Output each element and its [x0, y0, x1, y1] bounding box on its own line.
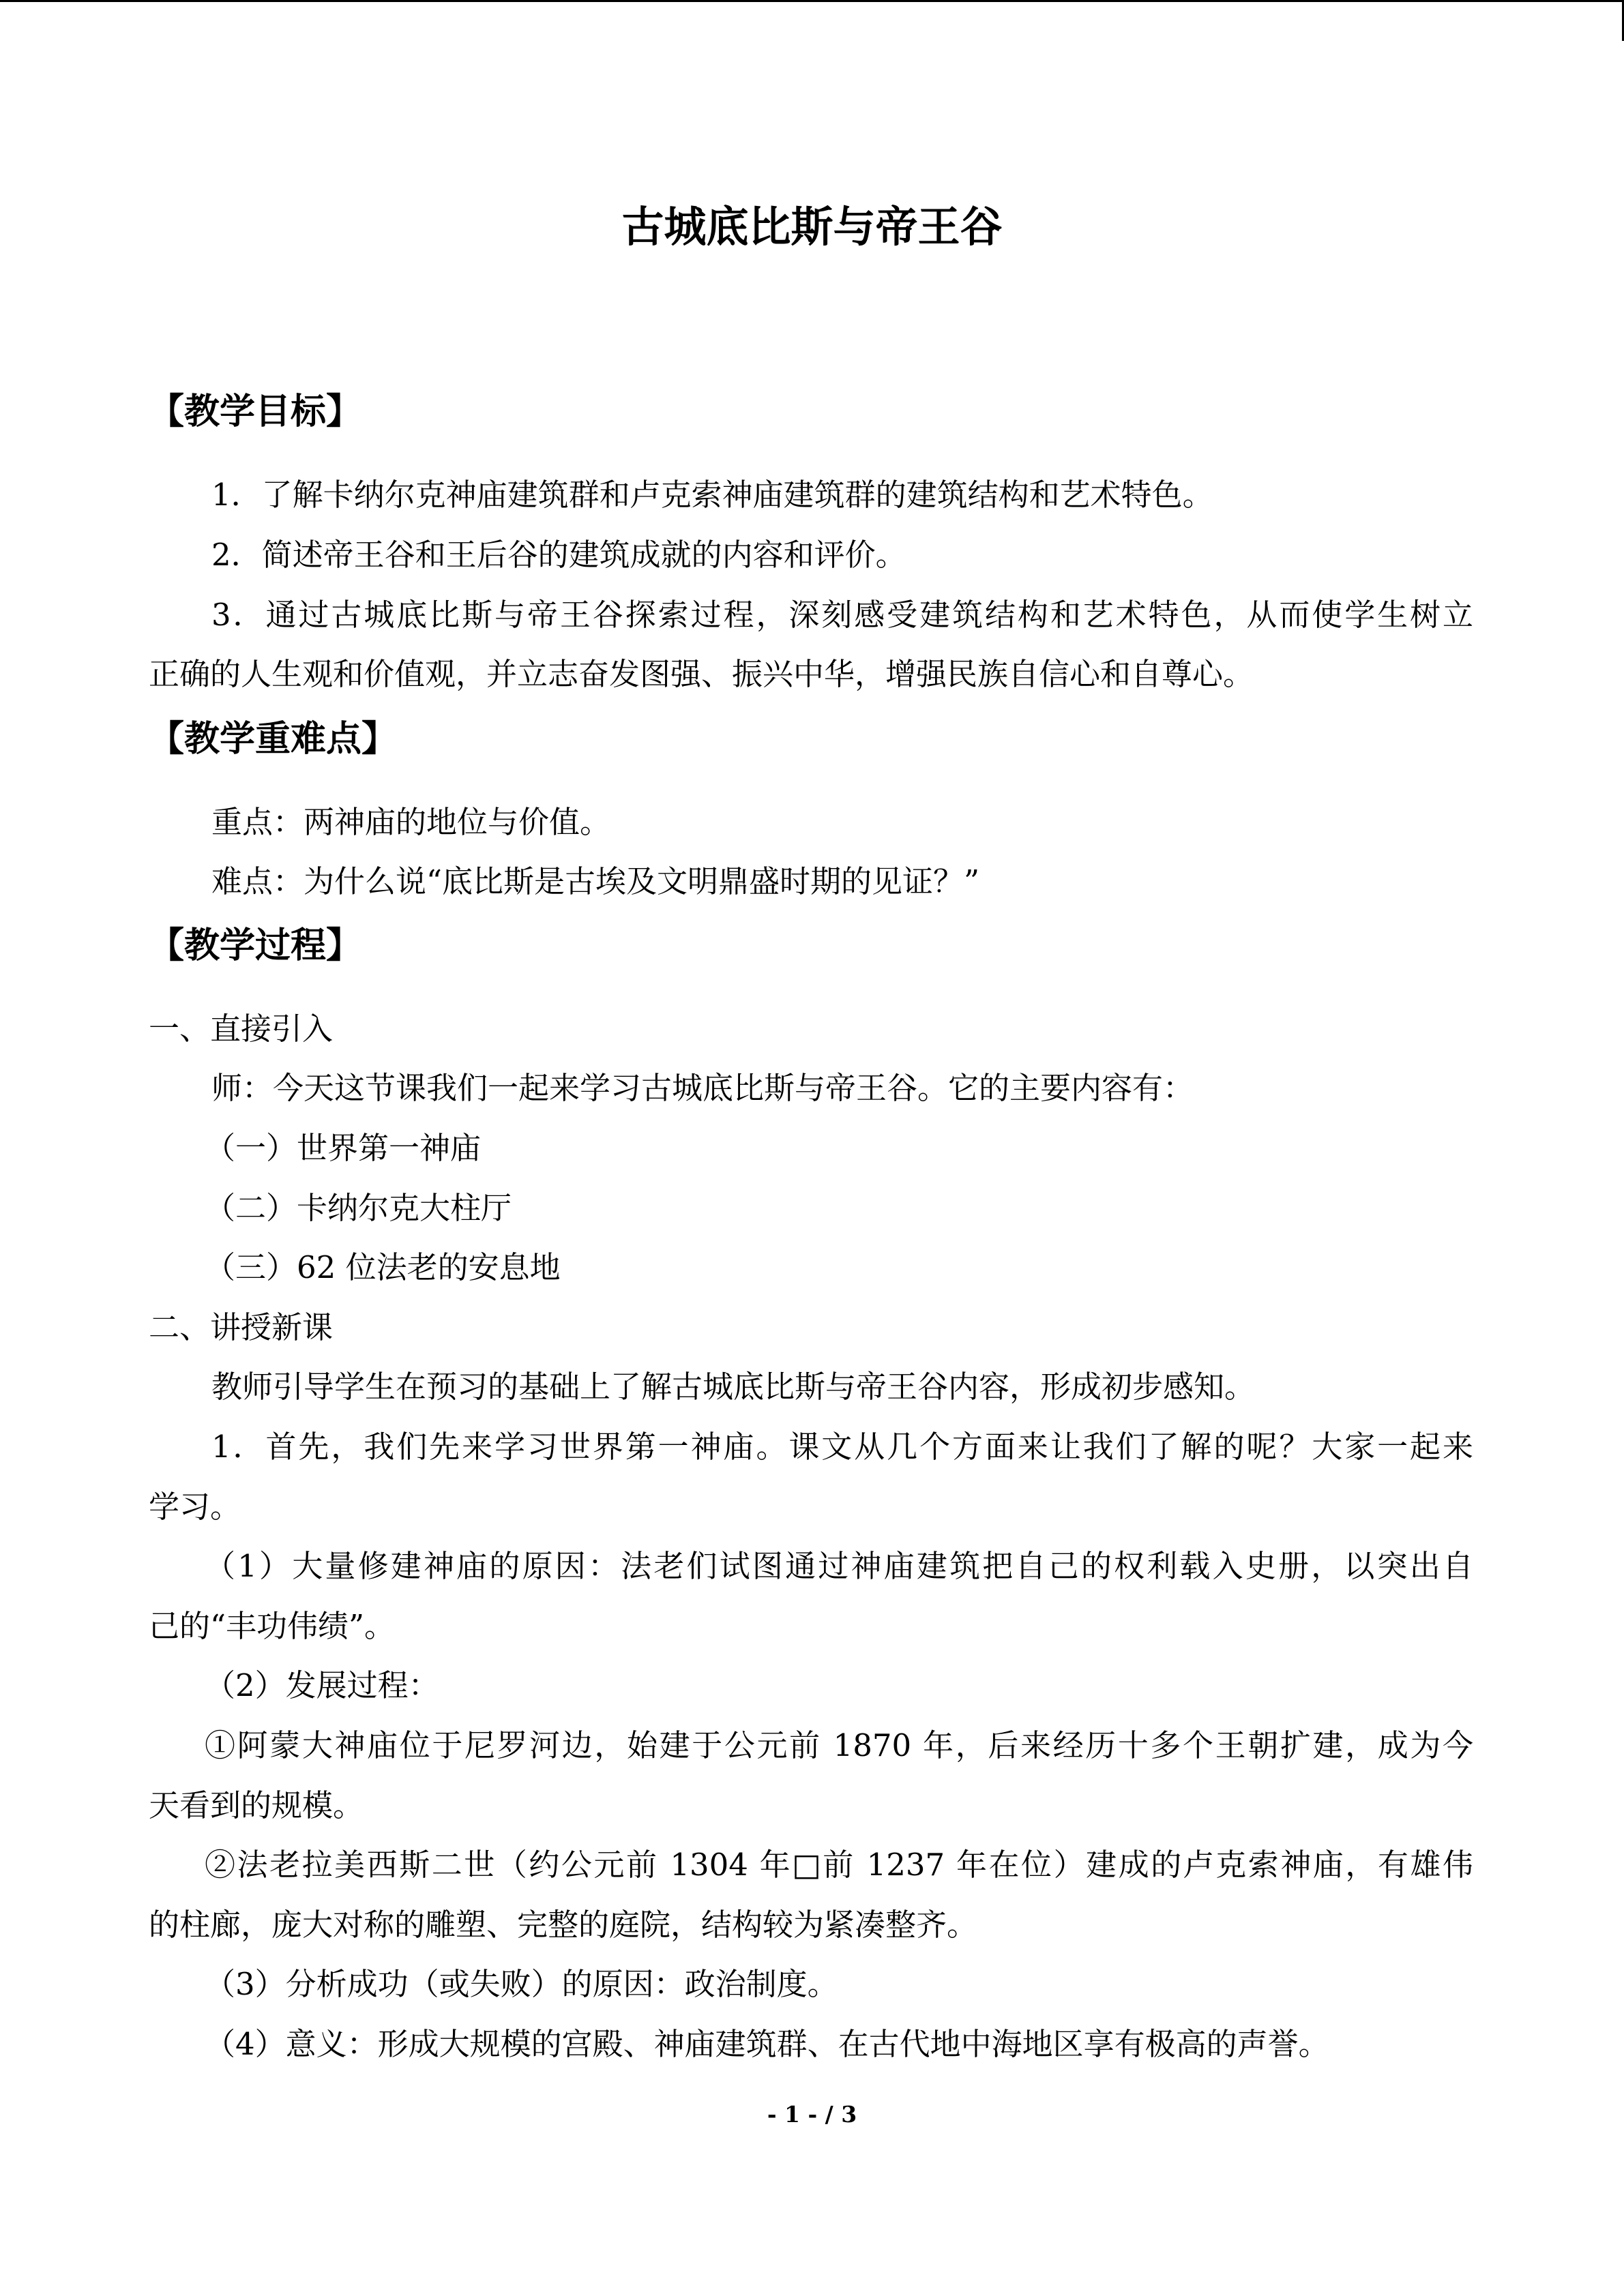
key-point: 重点：两神庙的地位与价值。 [211, 804, 611, 840]
page-number: - 1 - / 3 [767, 2101, 857, 2128]
content-item-2: （二）卡纳尔克大柱厅 [205, 1190, 512, 1226]
process-step-1: 一、直接引入 [149, 1011, 334, 1047]
process-heading: 【教学过程】 [149, 925, 362, 966]
content-item-3: （三）62 位法老的安息地 [205, 1249, 561, 1285]
key-points-heading: 【教学重难点】 [149, 718, 398, 760]
development-item: （2）发展过程： [205, 1667, 439, 1703]
reason-item-cont: 己的“丰功伟绩”。 [149, 1608, 396, 1644]
development-detail-2-cont: 的柱廊，庞大对称的雕塑、完整的庭院，结构较为紧凑整齐。 [149, 1907, 978, 1943]
page-title: 古城底比斯与帝王谷 [621, 202, 1003, 252]
lesson-point-1: 1．首先，我们先来学习世界第一神庙。课文从几个方面来让我们了解的呢？大家一起来 [211, 1429, 1473, 1465]
difficult-point: 难点：为什么说“底比斯是古埃及文明鼎盛时期的见证？” [211, 863, 980, 899]
content-item-1: （一）世界第一神庙 [205, 1130, 482, 1166]
reason-item: （1）大量修建神庙的原因：法老们试图通过神庙建筑把自己的权利载入史册，以突出自 [205, 1548, 1473, 1584]
top-border-line [0, 0, 1624, 2]
teacher-guide: 教师引导学生在预习的基础上了解古城底比斯与帝王谷内容，形成初步感知。 [211, 1369, 1256, 1405]
goal-line-3: 3．通过古城底比斯与帝王谷探索过程，深刻感受建筑结构和艺术特色，从而使学生树立 [211, 597, 1473, 633]
development-detail-1-cont: 天看到的规模。 [149, 1787, 364, 1823]
development-detail-2: ②法老拉美西斯二世（约公元前 1304 年□前 1237 年在位）建成的卢克索神庙，有雄伟 [205, 1847, 1473, 1883]
lesson-point-1-cont: 学习。 [149, 1489, 241, 1525]
goal-line-3-cont: 正确的人生观和价值观，并立志奋发图强、振兴中华，增强民族自信心和自尊心。 [149, 656, 1254, 692]
process-step-2: 二、讲授新课 [149, 1309, 334, 1345]
goal-line-1: 1．了解卡纳尔克神庙建筑群和卢克索神庙建筑群的建筑结构和艺术特色。 [211, 477, 1213, 513]
goals-heading: 【教学目标】 [149, 391, 362, 432]
goal-line-2: 2．简述帝王谷和王后谷的建筑成就的内容和评价。 [211, 537, 906, 573]
development-detail-1: ①阿蒙大神庙位于尼罗河边，始建于公元前 1870 年，后来经历十多个王朝扩建，成为今 [205, 1727, 1473, 1763]
teacher-intro: 师：今天这节课我们一起来学习古城底比斯与帝王谷。它的主要内容有： [211, 1070, 1194, 1106]
analysis-item: （3）分析成功（或失败）的原因：政治制度。 [205, 1966, 838, 2002]
significance-item: （4）意义：形成大规模的宫殿、神庙建筑群、在古代地中海地区享有极高的声誉。 [205, 2026, 1329, 2062]
